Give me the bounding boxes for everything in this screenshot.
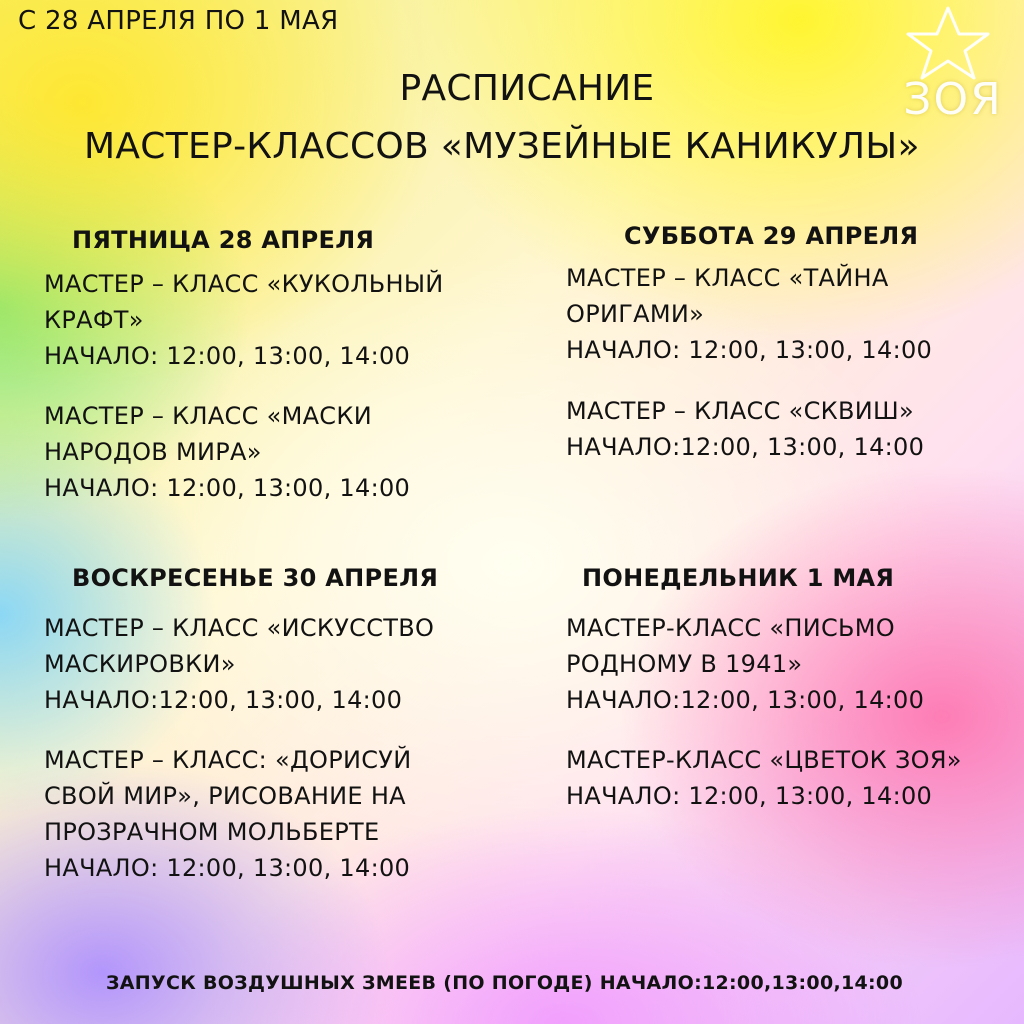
zoya-logo (898, 4, 1008, 124)
class-name-line: СВОЙ МИР», РИСОВАНИЕ НА (44, 782, 406, 810)
class-block (566, 610, 924, 718)
class-name-line: МАСТЕР – КЛАСС: «ДОРИСУЙ (44, 746, 412, 774)
class-time: НАЧАЛО: 12:00, 13:00, 14:00 (566, 336, 933, 364)
class-time: НАЧАЛО: 12:00, 13:00, 14:00 (44, 474, 411, 502)
class-time: НАЧАЛО:12:00, 13:00, 14:00 (566, 433, 925, 461)
page-title: РАСПИСАНИЕ (399, 68, 655, 109)
class-name-line: МАСТЕР – КЛАСС «МАСКИ (44, 402, 372, 430)
class-name-line: ПРОЗРАЧНОМ МОЛЬБЕРТЕ (44, 818, 380, 846)
logo-text: ЗОЯ (903, 74, 1003, 125)
day-title-saturday: СУББОТА 29 АПРЕЛЯ (624, 222, 919, 250)
class-name-line: МАСТЕР-КЛАСС «ЦВЕТОК ЗОЯ» (566, 746, 962, 774)
day-title-friday: ПЯТНИЦА 28 АПРЕЛЯ (72, 226, 375, 254)
page-subtitle: МАСТЕР-КЛАССОВ «МУЗЕЙНЫЕ КАНИКУЛЫ» (84, 126, 920, 167)
class-name-line: МАСТЕР-КЛАСС «ПИСЬМО (566, 614, 895, 642)
class-name-line: НАРОДОВ МИРА» (44, 438, 262, 466)
class-block (566, 393, 924, 465)
class-time: НАЧАЛО: 12:00, 13:00, 14:00 (44, 854, 411, 882)
class-block (44, 398, 410, 506)
class-block (44, 742, 411, 886)
class-time: НАЧАЛО:12:00, 13:00, 14:00 (44, 686, 403, 714)
class-time: НАЧАЛО: 12:00, 13:00, 14:00 (44, 342, 411, 370)
class-name-line: МАСТЕР – КЛАСС «СКВИШ» (566, 397, 914, 425)
class-block (44, 610, 434, 718)
class-time: НАЧАЛО: 12:00, 13:00, 14:00 (566, 782, 933, 810)
class-block (566, 260, 932, 368)
class-block (44, 266, 444, 374)
class-name-line: МАСТЕР – КЛАСС «КУКОЛЬНЫЙ (44, 270, 444, 298)
class-name-line: РОДНОМУ В 1941» (566, 650, 803, 678)
date-range: С 28 АПРЕЛЯ ПО 1 МАЯ (18, 6, 339, 36)
star-outline-icon (898, 4, 1008, 84)
class-name-line: МАСКИРОВКИ» (44, 650, 236, 678)
day-title-sunday: ВОСКРЕСЕНЬЕ 30 АПРЕЛЯ (72, 564, 439, 592)
class-name-line: МАСТЕР – КЛАСС «ИСКУССТВО (44, 614, 435, 642)
class-name-line: МАСТЕР – КЛАСС «ТАЙНА (566, 264, 889, 292)
footer-note: ЗАПУСК ВОЗДУШНЫХ ЗМЕЕВ (ПО ПОГОДЕ) НАЧАЛО:12:00,13:00,14:00 (106, 972, 903, 994)
class-time: НАЧАЛО:12:00, 13:00, 14:00 (566, 686, 925, 714)
class-block (566, 742, 962, 814)
class-name-line: КРАФТ» (44, 306, 144, 334)
day-title-monday: ПОНЕДЕЛЬНИК 1 МАЯ (582, 564, 895, 592)
class-name-line: ОРИГАМИ» (566, 300, 705, 328)
